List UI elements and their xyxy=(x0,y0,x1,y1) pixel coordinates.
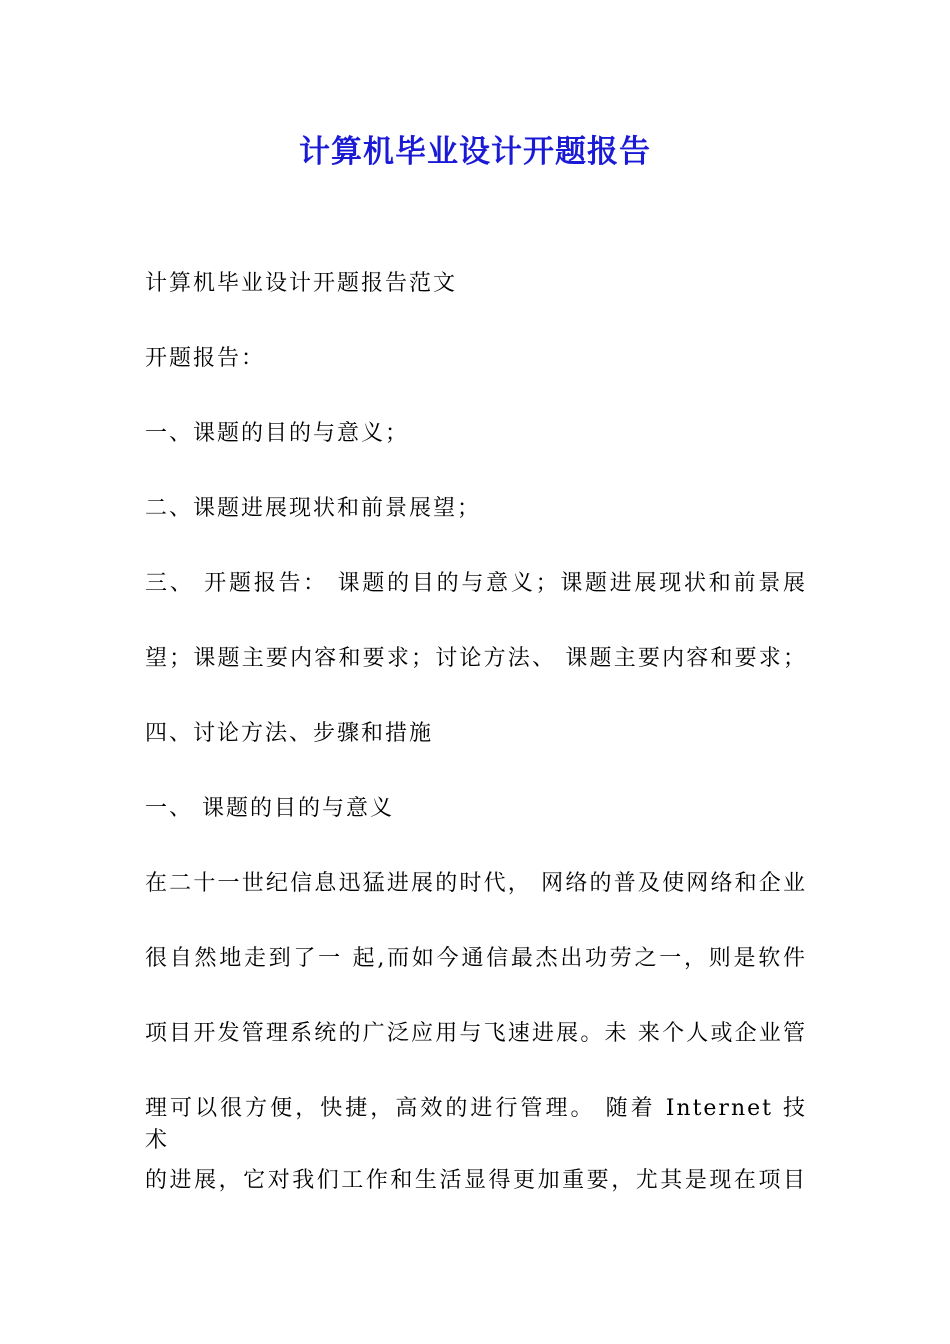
paragraph-line: 计算机毕业设计开题报告范文 xyxy=(145,271,458,296)
paragraph-line: 很自然地走到了一 起,而如今通信最杰出功劳之一，则是软件 xyxy=(145,946,807,971)
section-heading: 一、 课题的目的与意义 xyxy=(145,796,394,821)
paragraph-line: 一、课题的目的与意义； xyxy=(145,421,410,446)
paragraph-line: 望；课题主要内容和要求；讨论方法、 课题主要内容和要求； xyxy=(145,646,807,671)
paragraph-line: 在二十一世纪信息迅猛进展的时代， 网络的普及使网络和企业 xyxy=(145,871,807,896)
paragraph-line: 开题报告： xyxy=(145,346,266,371)
paragraph-line: 四、讨论方法、步骤和措施 xyxy=(145,721,434,746)
paragraph-line: 三、 开题报告： 课题的目的与意义；课题进展现状和前景展 xyxy=(145,571,807,596)
paragraph-line: 二、课题进展现状和前景展望； xyxy=(145,496,482,521)
document-title: 计算机毕业设计开题报告 xyxy=(299,134,651,170)
paragraph-line: 项目开发管理系统的广泛应用与飞速进展。未 来个人或企业管 xyxy=(145,1021,807,1046)
paragraph-line: 理可以很方便，快捷，高效的进行管理。 随着 Internet 技术 xyxy=(145,1096,807,1153)
paragraph-line: 的进展，它对我们工作和生活显得更加重要，尤其是现在项目 xyxy=(145,1168,807,1193)
